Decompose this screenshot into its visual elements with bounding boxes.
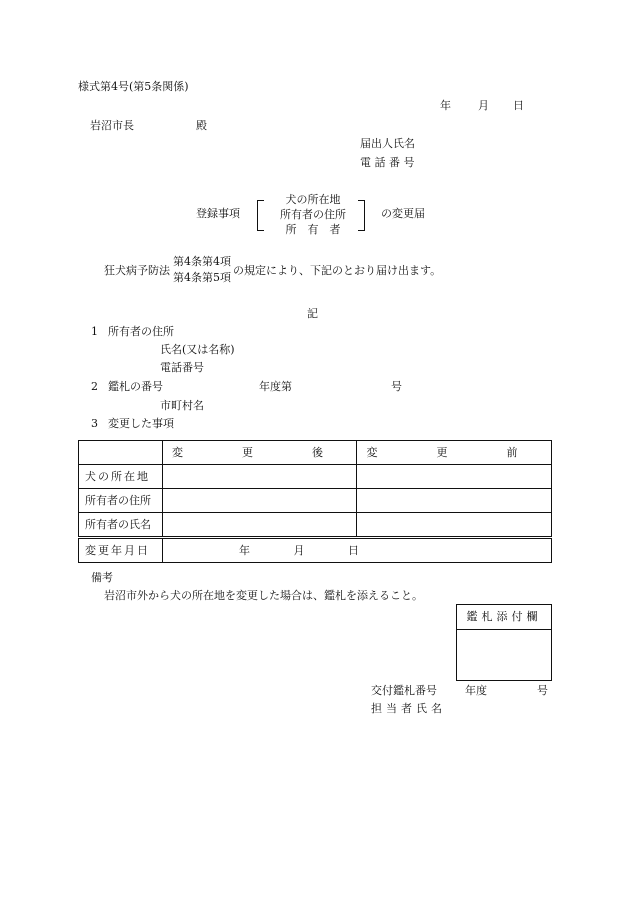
item2-no-label: 号 [391,380,402,393]
cell-change-date[interactable] [163,538,552,563]
row-label-change-date: 変更年月日 [79,538,163,563]
item1-phone-label: 電話番号 [160,361,204,374]
statement-clause-2: 第4条第5項 [173,271,231,284]
table-row [79,513,552,538]
change-date-day: 日 [348,543,359,557]
table-row-change-date [79,538,552,563]
table-header-before: 変 更 前 [357,441,552,465]
table-row [79,489,552,513]
date-day: 日 [513,99,524,112]
cell-before-owner-address[interactable] [357,489,552,513]
table-header-row [79,441,552,465]
item3-label: 変更した事項 [108,417,174,430]
item2-muni-label: 市町村名 [160,399,204,412]
change-table [78,440,552,563]
change-date-year: 年 [239,543,250,557]
addressee-name: 岩沼市長 [90,119,134,132]
registration-suffix: の変更届 [381,207,425,220]
row-label-owner-name: 所有者の氏名 [79,513,163,538]
item2-year-label: 年度第 [259,380,292,393]
date-month: 月 [478,99,489,112]
bracket-right [358,200,365,231]
item1-label: 所有者の住所 [108,325,174,338]
footer-no-label: 号 [537,684,548,697]
stamp-box [456,604,552,681]
cell-before-dog-location[interactable] [357,465,552,489]
applicant-phone-label: 電 話 番 号 [360,156,415,169]
cell-after-owner-address[interactable] [163,489,357,513]
item1-name-label: 氏名(又は名称) [160,343,235,356]
cell-before-owner-name[interactable] [357,513,552,538]
table-row [79,465,552,489]
footer-staff-label: 担当者氏名 [371,702,446,715]
change-date-month: 月 [293,543,305,557]
footer-issue-label: 交付鑑札番号 [371,684,437,697]
statement-law: 狂犬病予防法 [104,264,170,277]
bracket-left [257,200,264,231]
item1-number: 1 [91,325,98,338]
footer-year-label: 年度 [465,684,487,697]
table-header-after: 変 更 後 [163,441,357,465]
option-dog-location: 犬の所在地 [285,193,341,206]
cell-after-owner-name[interactable] [163,513,357,538]
statement-clause-1: 第4条第4項 [173,255,231,268]
date-year: 年 [440,99,451,112]
item3-number: 3 [91,417,98,430]
table-header-blank [79,441,163,465]
item2-label: 鑑札の番号 [108,380,163,393]
row-label-owner-address: 所有者の住所 [79,489,163,513]
addressee-honorific: 殿 [196,119,207,132]
cell-after-dog-location[interactable] [163,465,357,489]
applicant-name-label: 届出人氏名 [360,137,415,150]
remarks-text: 岩沼市外から犬の所在地を変更した場合は、鑑札を添えること。 [104,589,423,602]
stamp-box-title: 鑑札添付欄 [457,605,551,630]
statement-rest: の規定により、下記のとおり届け出ます。 [233,264,442,277]
option-owner-address: 所有者の住所 [280,208,346,221]
registration-options [257,193,365,237]
row-label-dog-location: 犬の所在地 [79,465,163,489]
ki-heading: 記 [307,307,318,320]
registration-label: 登録事項 [196,207,240,220]
item2-number: 2 [91,380,98,393]
option-owner: 所 有 者 [285,223,341,236]
form-number: 様式第4号(第5条関係) [78,80,189,93]
remarks-title: 備考 [91,571,113,584]
